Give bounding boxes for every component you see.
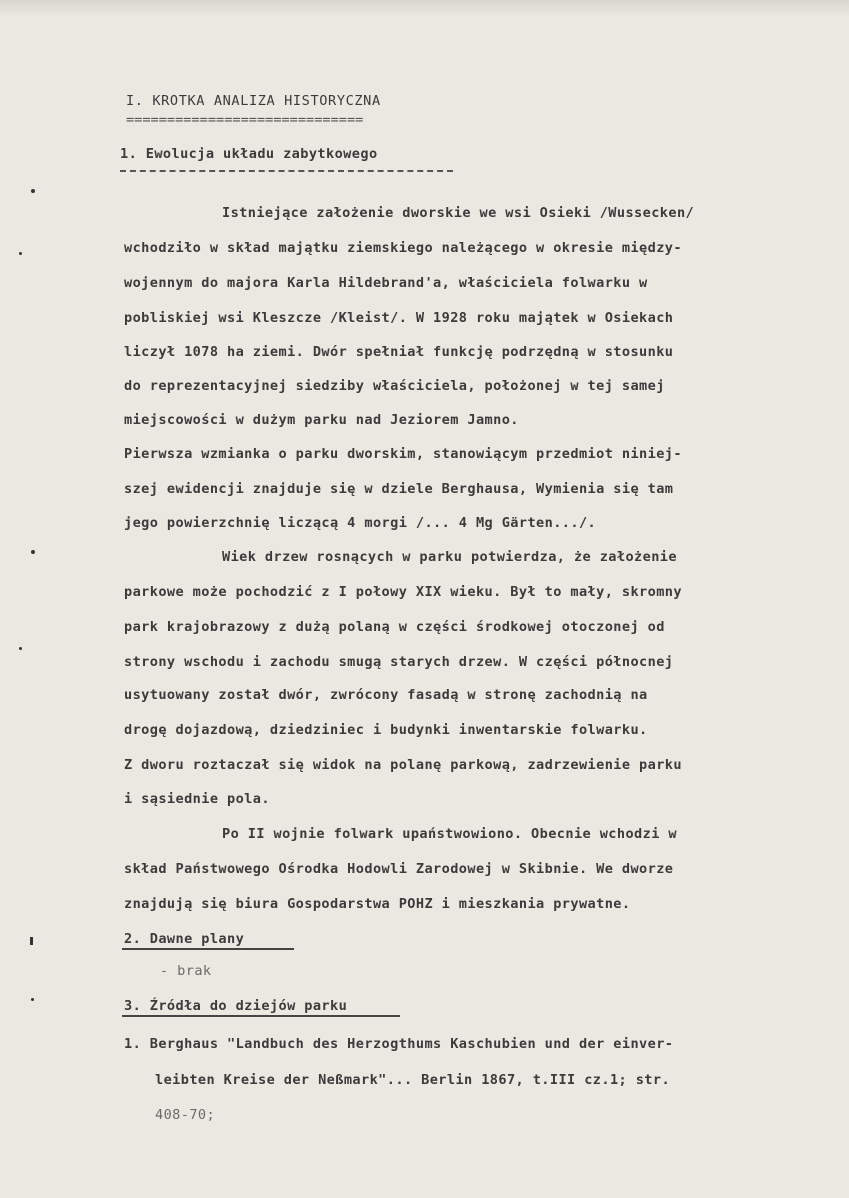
body-line: Z dworu roztaczał się widok na polanę parkową, zadrzewienie parku <box>124 757 682 773</box>
body-line: do reprezentacyjnej siedziby właściciela, położonej w tej samej <box>124 378 665 394</box>
body-line: pobliskiej wsi Kleszcze /Kleist/. W 1928 roku majątek w Osiekach <box>124 310 674 326</box>
body-line: szej ewidencji znajduje się w dziele Berghausa, Wymienia się tam <box>124 481 674 497</box>
margin-mark <box>31 998 34 1001</box>
source-line: 1. Berghaus "Landbuch des Herzogthums Kaschubien und der einver- <box>124 1036 674 1052</box>
body-line: parkowe może pochodzić z I połowy XIX wieku. Był to mały, skromny <box>124 584 682 600</box>
body-line: park krajobrazowy z dużą polaną w części środkowej otoczonej od <box>124 619 665 635</box>
section-2-title: 2. Dawne plany <box>124 931 245 947</box>
body-line: Wiek drzew rosnących w parku potwierdza, że założenie <box>222 549 677 565</box>
body-line: Pierwsza wzmianka o parku dworskim, stanowiącym przedmiot niniej- <box>124 446 682 462</box>
section-1-title: 1. Ewolucja układu zabytkowego <box>120 146 378 162</box>
body-line: drogę dojazdową, dziedziniec i budynki inwentarskie folwarku. <box>124 722 648 738</box>
body-line: liczył 1078 ha ziemi. Dwór spełniał funkcję podrzędną w stosunku <box>124 344 674 360</box>
body-line: wchodziło w skład majątku ziemskiego należącego w okresie między- <box>124 240 682 256</box>
section-1-underline <box>120 170 453 172</box>
body-line: wojennym do majora Karla Hildebrand'a, właściciela folwarku w <box>124 275 648 291</box>
section-3-title: 3. Źródła do dziejów parku <box>124 998 348 1014</box>
source-line: leibten Kreise der Neßmark"... Berlin 1867, t.III cz.1; str. <box>155 1072 671 1088</box>
source-line: 408-70; <box>155 1107 216 1123</box>
body-line: skład Państwowego Ośrodka Hodowli Zarodowej w Skibnie. We dworze <box>124 861 674 877</box>
margin-mark <box>30 937 33 945</box>
body-line: miejscowości w dużym parku nad Jeziorem Jamno. <box>124 412 519 428</box>
body-line: i sąsiednie pola. <box>124 791 270 807</box>
main-heading: I. KROTKA ANALIZA HISTORYCZNA <box>126 93 381 109</box>
margin-mark <box>31 189 35 193</box>
body-line: znajdują się biura Gospodarstwa POHZ i mieszkania prywatne. <box>124 896 631 912</box>
body-line: usytuowany został dwór, zwrócony fasadą w stronę zachodnią na <box>124 687 648 703</box>
body-line: strony wschodu i zachodu smugą starych drzew. W części północnej <box>124 654 674 670</box>
margin-mark <box>19 647 22 650</box>
section-2-underline <box>122 948 294 950</box>
body-line: Po II wojnie folwark upaństwowiono. Obecnie wchodzi w <box>222 826 677 842</box>
margin-mark <box>31 550 35 554</box>
margin-mark <box>19 252 22 255</box>
section-2-item: - brak <box>160 963 212 979</box>
section-3-underline <box>122 1015 400 1017</box>
body-line: Istniejące założenie dworskie we wsi Osieki /Wussecken/ <box>222 205 695 221</box>
body-line: jego powierzchnię liczącą 4 morgi /... 4 Mg Gärten.../. <box>124 515 597 531</box>
heading-rule: ============================= <box>126 112 364 128</box>
